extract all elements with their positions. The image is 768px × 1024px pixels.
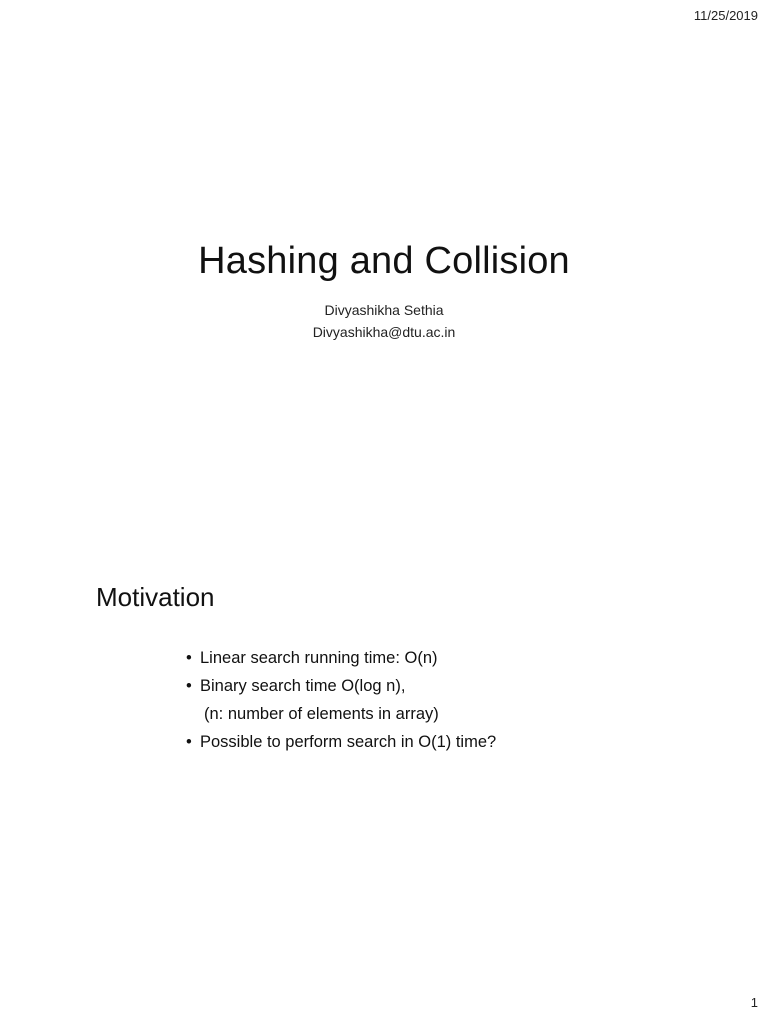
motivation-heading: Motivation [96, 582, 215, 612]
bullet-item: • Possible to perform search in O(1) time? [186, 728, 496, 756]
print-date: 11/25/2019 [693, 8, 758, 23]
bullet-item: • Binary search time O(log n), [186, 672, 496, 700]
motivation-bullet-list [186, 644, 496, 756]
page-number: 1 [750, 995, 758, 1010]
bullet-continuation: (n: number of elements in array) [204, 705, 439, 723]
author-name: Divyashikha Sethia [324, 302, 444, 318]
slide-title: Hashing and Collision [198, 240, 570, 282]
title-slide [0, 240, 768, 343]
bullet-item: • Linear search running time: O(n) [186, 644, 496, 672]
author-block [0, 299, 768, 343]
author-email: Divyashikha@dtu.ac.in [312, 324, 456, 340]
